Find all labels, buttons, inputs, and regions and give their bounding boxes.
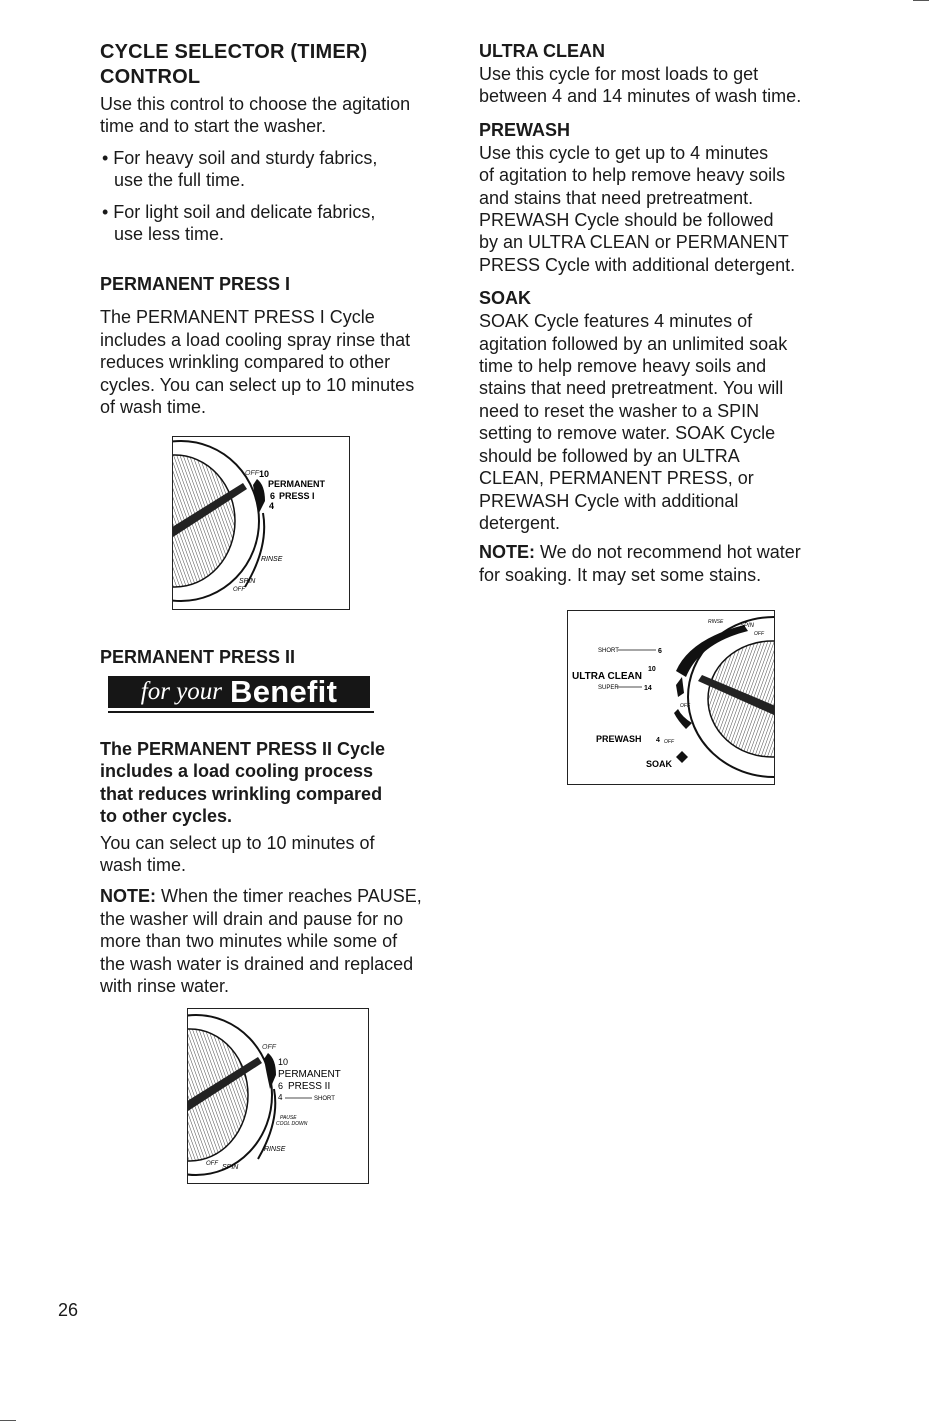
- svg-text:4: 4: [278, 1093, 283, 1102]
- svg-text:PRESS II: PRESS II: [288, 1081, 331, 1092]
- svg-text:OFF: OFF: [664, 739, 674, 745]
- svg-text:10: 10: [259, 469, 270, 479]
- soak-heading: SOAK: [479, 288, 532, 309]
- svg-text:OFF: OFF: [206, 1161, 218, 1167]
- svg-text:SOAK: SOAK: [646, 759, 673, 769]
- prewash-body: Use this cycle to get up to 4 minutes of agitation to help remove heavy soils and stains that need pretreatment. PREWASH Cycle should be followed by an ULTRA CLEAN or PERMANENT PRESS Cycle with additional detergent.: [479, 142, 796, 275]
- svg-text:10: 10: [278, 1057, 289, 1067]
- svg-text:OFF: OFF: [262, 1044, 276, 1051]
- crop-mark-top-right: [913, 0, 929, 1]
- svg-text:4: 4: [656, 737, 660, 744]
- svg-text:PERMANENT: PERMANENT: [278, 1069, 341, 1080]
- svg-text:10: 10: [648, 666, 656, 673]
- permanent-press-1-section: [100, 273, 460, 418]
- soak-body: SOAK Cycle features 4 minutes of agitation followed by an unlimited soak time to help remove heavy soils and stains that need pretreatment. You will need to reset the washer to a SPIN setting to remove water. SOAK Cycle should be followed by an ULTRA CLEAN, PERMANENT PRESS, or PREWASH Cycle with additional detergent.: [479, 311, 788, 533]
- dial-figure-ultra-clean: [567, 610, 775, 785]
- cycle-selector-heading: CYCLE SELECTOR (TIMER) CONTROL: [100, 41, 368, 88]
- benefit-word: Benefit: [230, 674, 338, 709]
- cycle-selector-section: [100, 40, 460, 245]
- svg-text:COOL DOWN: COOL DOWN: [276, 1121, 308, 1127]
- bullet-heavy-soil: • For heavy soil and sturdy fabrics, use the full time.: [102, 147, 378, 191]
- permanent-press-2-heading: PERMANENT PRESS II: [100, 647, 296, 667]
- svg-text:4: 4: [269, 501, 275, 511]
- timer-dial-illustration: [568, 611, 774, 784]
- svg-text:6: 6: [278, 1081, 284, 1091]
- svg-text:6: 6: [658, 648, 662, 655]
- svg-text:RINSE: RINSE: [261, 556, 283, 563]
- dial-figure-permanent-press-1: [172, 436, 350, 610]
- page-number: 26: [58, 1300, 79, 1320]
- ultra-clean-section: [479, 40, 859, 108]
- ultra-clean-body: Use this cycle for most loads to get between 4 and 14 minutes of wash time.: [479, 64, 802, 107]
- svg-text:ULTRA CLEAN: ULTRA CLEAN: [572, 671, 642, 682]
- svg-text:RINSE: RINSE: [708, 619, 724, 625]
- svg-text:PREWASH: PREWASH: [596, 734, 642, 744]
- svg-text:SPIN: SPIN: [239, 578, 256, 585]
- timer-dial-illustration: [173, 437, 349, 609]
- svg-text:SHORT: SHORT: [314, 1096, 335, 1102]
- svg-text:PRESS I: PRESS I: [279, 491, 315, 501]
- prewash-heading: PREWASH: [479, 119, 571, 140]
- svg-text:SHORT: SHORT: [598, 648, 619, 654]
- svg-text:SUPER: SUPER: [598, 685, 619, 691]
- permanent-press-2-note: NOTE: When the timer reaches PAUSE, the washer will drain and pause for no more than two minutes while some of the wash water is drained and replaced with rinse water.: [100, 886, 422, 997]
- benefit-for-your: for your: [140, 678, 223, 705]
- right-column: [479, 40, 859, 586]
- soak-section: [479, 287, 859, 586]
- permanent-press-1-body: The PERMANENT PRESS I Cycle includes a load cooling spray rinse that reduces wrinkling compared to other cycles. You can select up to 10 minutes of wash time.: [100, 307, 415, 418]
- prewash-section: [479, 119, 859, 276]
- cycle-selector-intro: Use this control to choose the agitation time and to start the washer.: [100, 94, 411, 137]
- svg-text:SPIN: SPIN: [740, 623, 755, 629]
- ultra-clean-heading: ULTRA CLEAN: [479, 41, 605, 61]
- svg-text:OFF: OFF: [233, 587, 245, 593]
- for-your-benefit-banner: [100, 676, 370, 712]
- svg-text:SPIN: SPIN: [222, 1164, 239, 1171]
- svg-text:OFF: OFF: [245, 470, 259, 477]
- soak-note: NOTE: We do not recommend hot water for soaking. It may set some stains.: [479, 542, 801, 585]
- svg-text:PAUSE: PAUSE: [280, 1115, 297, 1121]
- permanent-press-2-body: [100, 738, 470, 997]
- svg-text:PERMANENT: PERMANENT: [268, 479, 326, 489]
- svg-text:RINSE: RINSE: [264, 1146, 286, 1153]
- permanent-press-1-heading: PERMANENT PRESS I: [100, 274, 291, 295]
- permanent-press-2-wash-time: You can select up to 10 minutes of wash time.: [100, 832, 375, 876]
- bullet-light-soil: • For light soil and delicate fabrics, use less time.: [102, 201, 376, 245]
- svg-text:OFF: OFF: [680, 703, 690, 709]
- svg-text:14: 14: [644, 685, 652, 692]
- benefit-underline: [108, 711, 374, 713]
- svg-text:6: 6: [270, 491, 276, 501]
- permanent-press-2-benefit-text: The PERMANENT PRESS II Cycle includes a load cooling process that reduces wrinkling compared to other cycles.: [100, 739, 386, 827]
- crop-mark-bottom-left: [0, 1420, 16, 1421]
- timer-dial-illustration: [188, 1009, 368, 1183]
- left-column: [100, 40, 460, 418]
- svg-text:OFF: OFF: [754, 631, 764, 637]
- dial-figure-permanent-press-2: [187, 1008, 369, 1184]
